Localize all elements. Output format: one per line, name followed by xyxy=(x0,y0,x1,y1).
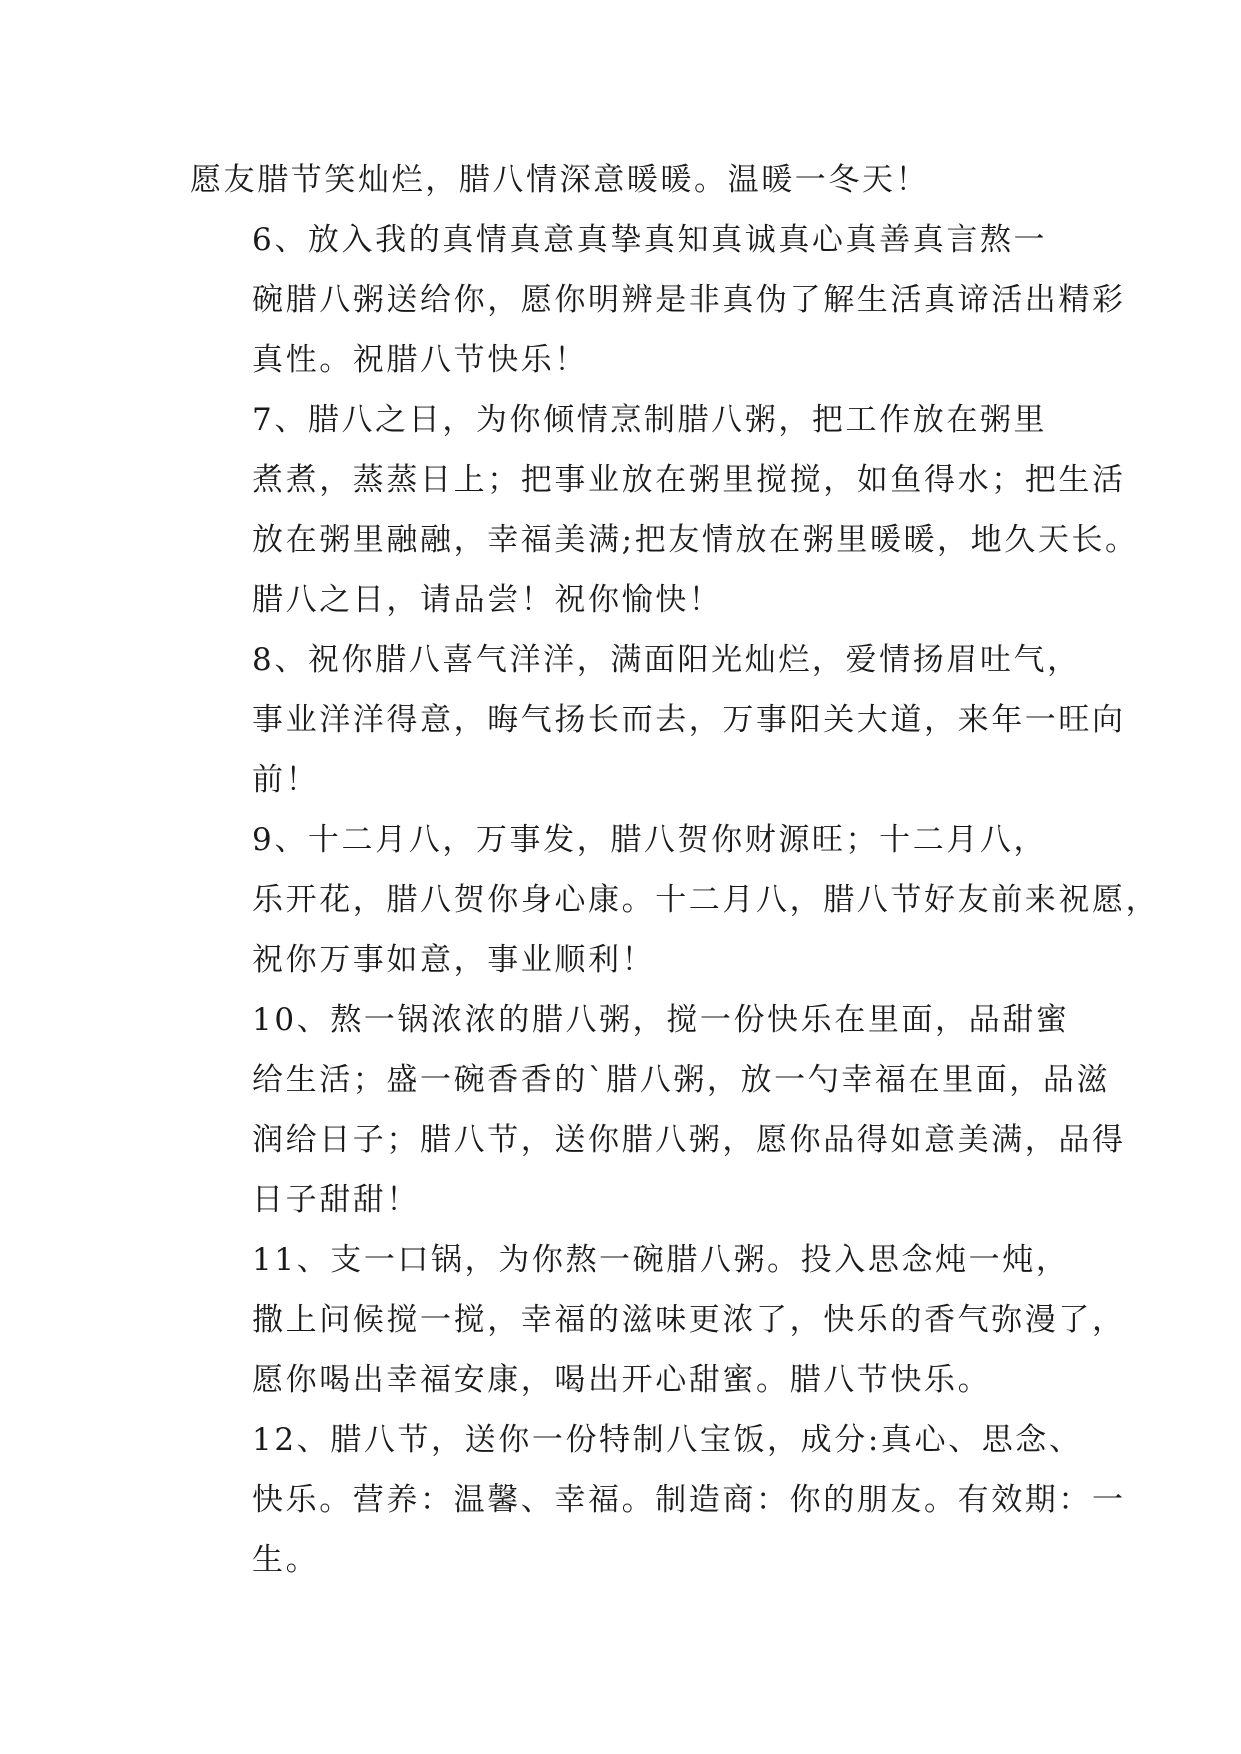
text-line: 祝你万事如意，事业顺利！ xyxy=(252,942,656,978)
text-line: 前！ xyxy=(252,762,320,798)
text-line: 快乐。营养：温馨、幸福。制造商：你的朋友。有效期：一 xyxy=(252,1482,1126,1518)
text-line: 12、腊八节，送你一份特制八宝饭，成分:真心、思念、 xyxy=(252,1422,1083,1458)
text-line: 给生活；盛一碗香香的`腊八粥，放一勺幸福在里面，品滋 xyxy=(252,1062,1111,1098)
text-line: 腊八之日，请品尝！祝你愉快！ xyxy=(252,582,723,618)
text-line: 愿友腊节笑灿烂，腊八情深意暖暖。温暖一冬天！ xyxy=(190,162,930,198)
text-line: 愿你喝出幸福安康，喝出开心甜蜜。腊八节快乐。 xyxy=(252,1362,992,1398)
text-line: 6、放入我的真情真意真挚真知真诚真心真善真言熬一 xyxy=(252,222,1048,258)
text-line: 11、支一口锅，为你熬一碗腊八粥。投入思念炖一炖， xyxy=(252,1242,1070,1278)
paragraph xyxy=(190,390,1139,630)
text-line: 撒上问候搅一搅，幸福的滋味更浓了，快乐的香气弥漫了， xyxy=(252,1302,1126,1338)
text-line: 碗腊八粥送给你，愿你明辨是非真伪了解生活真谛活出精彩 xyxy=(252,282,1126,318)
paragraph xyxy=(190,1230,1126,1410)
text-line: 7、腊八之日，为你倾情烹制腊八粥，把工作放在粥里 xyxy=(252,402,1048,438)
text-line: 生。 xyxy=(252,1542,320,1578)
text-line: 事业洋洋得意，晦气扬长而去，万事阳关大道，来年一旺向 xyxy=(252,702,1126,738)
text-line: 润给日子；腊八节，送你腊八粥，愿你品得如意美满，品得 xyxy=(252,1122,1126,1158)
paragraph xyxy=(190,1410,1126,1590)
text-line: 9、十二月八，万事发，腊八贺你财源旺；十二月八， xyxy=(252,822,1048,858)
paragraph xyxy=(190,990,1126,1230)
paragraph xyxy=(190,210,1126,390)
paragraph xyxy=(190,630,1126,810)
document-page xyxy=(190,150,1160,1590)
text-line: 10、熬一锅浓浓的腊八粥，搅一份快乐在里面，品甜蜜 xyxy=(252,1002,1070,1038)
text-line: 真性。祝腊八节快乐！ xyxy=(252,342,588,378)
text-line: 放在粥里融融，幸福美满;把友情放在粥里暖暖，地久天长。 xyxy=(252,522,1139,558)
text-line: 煮煮，蒸蒸日上；把事业放在粥里搅搅，如鱼得水；把生活 xyxy=(252,462,1126,498)
text-line: 乐开花，腊八贺你身心康。十二月八，腊八节好友前来祝愿， xyxy=(252,882,1160,918)
text-line: 日子甜甜！ xyxy=(252,1182,420,1218)
text-line: 8、祝你腊八喜气洋洋，满面阳光灿烂，爱情扬眉吐气， xyxy=(252,642,1081,678)
paragraph xyxy=(190,150,1060,210)
paragraph xyxy=(190,810,1160,990)
